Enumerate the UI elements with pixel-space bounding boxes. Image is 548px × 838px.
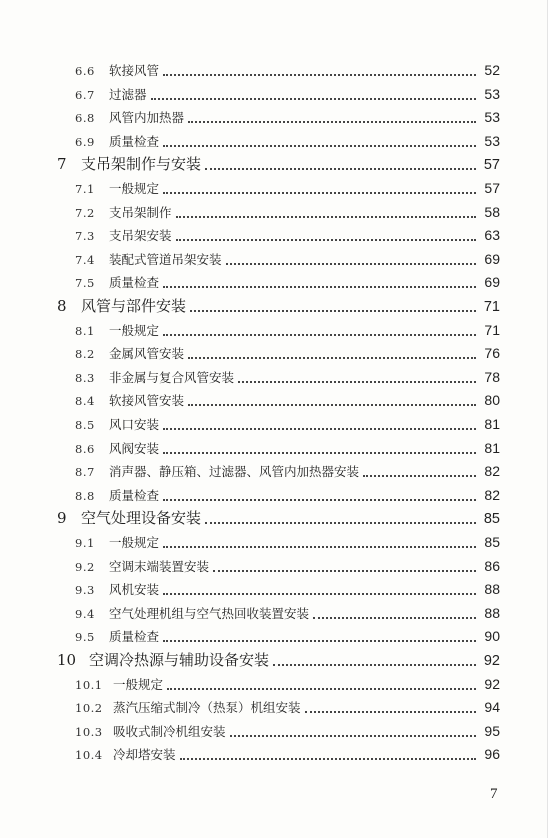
- toc-entry-title: 空调冷热源与辅助设备安装: [89, 651, 270, 669]
- toc-dot-leader: [176, 216, 476, 218]
- toc-entry-number: 9.3: [75, 583, 95, 598]
- toc-entry-page: 86: [484, 557, 500, 574]
- toc-entry-page: 53: [484, 85, 500, 102]
- toc-entry-title: 金属风管安装: [109, 346, 185, 362]
- toc-entry-number: 9.2: [75, 559, 95, 574]
- toc-entry-number: 8.6: [75, 441, 95, 456]
- toc-entry-number: 8.3: [75, 370, 95, 385]
- toc-entry-number: 10.1: [75, 677, 103, 692]
- toc-entry-number: 8.5: [75, 418, 95, 432]
- toc-section-entry[interactable]: [75, 105, 500, 129]
- toc-entry-number: 6.6: [75, 64, 95, 78]
- toc-entry-page: 78: [484, 368, 500, 385]
- toc-dot-leader: [163, 145, 476, 147]
- toc-entry-page: 81: [484, 439, 500, 456]
- toc-entry-number: 6.7: [75, 87, 95, 102]
- toc-section-entry[interactable]: [75, 270, 500, 294]
- toc-entry-number: 8.2: [75, 347, 95, 362]
- toc-entry-number: 9.1: [75, 536, 95, 550]
- toc-section-entry[interactable]: [75, 58, 500, 82]
- toc-entry-number: 9.4: [75, 606, 95, 621]
- toc-dot-leader: [163, 428, 476, 430]
- toc-dot-leader: [188, 404, 476, 406]
- toc-entry-number: 8.8: [75, 488, 95, 503]
- toc-section-entry[interactable]: [75, 223, 500, 247]
- toc-entry-page: 85: [483, 511, 500, 528]
- toc-dot-leader: [230, 735, 476, 737]
- toc-dot-leader: [176, 239, 476, 241]
- toc-dot-leader: [363, 475, 476, 477]
- toc-entry-number: 7.1: [75, 182, 95, 196]
- toc-chapter-entry[interactable]: [57, 294, 500, 318]
- toc-entry-number: 8.1: [75, 323, 95, 338]
- toc-entry-page: 88: [484, 581, 500, 598]
- toc-dot-leader: [273, 664, 476, 666]
- toc-entry-title: 一般规定: [109, 535, 160, 550]
- toc-dot-leader: [226, 263, 476, 265]
- toc-dot-leader: [180, 758, 476, 760]
- page-number: 7: [490, 786, 498, 802]
- toc-entry-title: 一般规定: [109, 181, 160, 196]
- toc-entry-page: 53: [484, 109, 500, 126]
- toc-entry-title: 质量检查: [109, 133, 160, 149]
- toc-entry-title: 空调末端装置安装: [109, 558, 210, 574]
- toc-entry-title: 质量检查: [109, 275, 160, 291]
- toc-dot-leader: [213, 570, 476, 572]
- toc-section-entry[interactable]: [75, 530, 500, 554]
- toc-entry-number: 10.4: [75, 748, 103, 763]
- toc-dot-leader: [151, 98, 476, 100]
- toc-entry-number: 9.5: [75, 630, 95, 645]
- toc-entry-title: 风管与部件安装: [81, 297, 187, 315]
- toc-entry-page: 82: [484, 463, 500, 480]
- toc-section-entry[interactable]: [75, 601, 500, 625]
- toc-entry-number: 8.4: [75, 394, 95, 409]
- toc-entry-title: 冷却塔安装: [113, 747, 176, 763]
- toc-entry-number: 7.3: [75, 229, 95, 244]
- toc-dot-leader: [238, 381, 476, 383]
- toc-entry-page: 58: [484, 203, 500, 220]
- toc-entry-number: 7.4: [75, 252, 95, 267]
- toc-dot-leader: [163, 334, 476, 336]
- toc-entry-title: 软接风管: [109, 63, 160, 78]
- toc-entry-title: 支吊架制作: [109, 204, 172, 220]
- toc-entry-page: 76: [484, 345, 500, 362]
- toc-entry-title: 过滤器: [109, 86, 147, 102]
- toc-entry-page: 63: [484, 227, 500, 244]
- toc-section-entry[interactable]: [75, 341, 500, 365]
- toc-entry-page: 57: [483, 157, 500, 174]
- toc-dot-leader: [205, 168, 476, 170]
- toc-entry-number: 6.9: [75, 134, 95, 149]
- toc-dot-leader: [163, 546, 476, 548]
- toc-entry-title: 支吊架制作与安装: [81, 155, 202, 174]
- toc-dot-leader: [313, 617, 476, 619]
- toc-dot-leader: [163, 74, 476, 76]
- toc-section-entry[interactable]: [75, 200, 500, 224]
- toc-section-entry[interactable]: [75, 554, 500, 578]
- toc-dot-leader: [190, 310, 476, 312]
- toc-entry-number: 7.5: [75, 276, 95, 291]
- toc-entry-page: 71: [483, 299, 500, 315]
- toc-section-entry[interactable]: [75, 247, 500, 271]
- toc-chapter-entry[interactable]: [57, 506, 500, 530]
- toc-section-entry[interactable]: [75, 695, 500, 719]
- toc-entry-number: 7.2: [75, 205, 95, 220]
- toc-entry-title: 蒸汽压缩式制冷（热泵）机组安装: [113, 700, 301, 716]
- toc-section-entry[interactable]: [75, 129, 500, 153]
- toc-dot-leader: [163, 640, 476, 642]
- toc-entry-number: 8: [57, 297, 67, 315]
- toc-entry-title: 空气处理机组与空气热回收装置安装: [109, 605, 310, 621]
- toc-entry-title: 风管内加热器: [109, 110, 185, 126]
- toc-section-entry[interactable]: [75, 388, 500, 412]
- toc-section-entry[interactable]: [75, 436, 500, 460]
- toc-entry-title: 质量检查: [109, 629, 160, 645]
- toc-section-entry[interactable]: [75, 365, 500, 389]
- toc-entry-number: 10.3: [75, 724, 103, 739]
- toc-entry-page: 92: [483, 653, 500, 669]
- toc-dot-leader: [188, 357, 476, 359]
- toc-entry-title: 吸收式制冷机组安装: [113, 723, 226, 739]
- toc-dot-leader: [205, 522, 476, 524]
- toc-section-entry[interactable]: [75, 176, 500, 200]
- toc-section-entry[interactable]: [75, 624, 500, 648]
- toc-entry-page: 57: [484, 180, 500, 196]
- toc-section-entry[interactable]: [75, 82, 500, 106]
- toc-entry-title: 一般规定: [109, 322, 160, 338]
- toc-section-entry[interactable]: [75, 412, 500, 436]
- toc-dot-leader: [188, 121, 476, 123]
- toc-section-entry[interactable]: [75, 483, 500, 507]
- toc-entry-number: 9: [57, 509, 67, 528]
- toc-entry-page: 90: [484, 628, 500, 645]
- toc-entry-page: 81: [484, 416, 500, 432]
- toc-section-entry[interactable]: [75, 742, 500, 766]
- toc-entry-page: 96: [484, 746, 500, 763]
- toc-dot-leader: [167, 688, 476, 690]
- toc-dot-leader: [163, 452, 476, 454]
- toc-dot-leader: [305, 711, 476, 713]
- toc-entry-page: 94: [484, 699, 500, 716]
- toc-dot-leader: [163, 286, 476, 288]
- toc-dot-leader: [163, 593, 476, 595]
- toc-entry-title: 风机安装: [109, 582, 160, 598]
- toc-entry-number: 10: [57, 651, 77, 669]
- toc-entry-number: 6.8: [75, 111, 95, 126]
- toc-section-entry[interactable]: [75, 577, 500, 601]
- toc-entry-page: 69: [484, 274, 500, 291]
- toc-entry-page: 92: [484, 675, 500, 692]
- toc-entry-title: 一般规定: [113, 676, 164, 692]
- toc-entry-number: 8.7: [75, 465, 95, 480]
- toc-section-entry[interactable]: [75, 719, 500, 743]
- toc-entry-page: 95: [484, 722, 500, 739]
- toc-entry-page: 88: [484, 604, 500, 621]
- toc-entry-title: 风口安装: [109, 417, 160, 432]
- toc-chapter-entry[interactable]: [57, 152, 500, 176]
- toc-entry-title: 装配式管道吊架安装: [109, 251, 222, 267]
- toc-entry-title: 质量检查: [109, 487, 160, 503]
- toc-entry-page: 71: [484, 321, 500, 338]
- toc-entry-title: 空气处理设备安装: [81, 509, 202, 528]
- toc-entry-title: 风阀安装: [109, 440, 160, 456]
- toc-entry-number: 7: [57, 155, 67, 174]
- toc-section-entry[interactable]: [75, 318, 500, 342]
- toc-chapter-entry[interactable]: [57, 648, 500, 672]
- toc-entry-page: 82: [484, 486, 500, 503]
- toc-entry-title: 消声器、静压箱、过滤器、风管内加热器安装: [109, 464, 360, 480]
- toc-entry-page: 85: [484, 534, 500, 550]
- toc-entry-page: 80: [484, 392, 500, 409]
- toc-entry-page: 69: [484, 250, 500, 267]
- toc-entry-title: 非金属与复合风管安装: [109, 369, 235, 385]
- toc-entry-page: 52: [484, 62, 500, 78]
- toc-entry-title: 支吊架安装: [109, 228, 172, 244]
- toc-section-entry[interactable]: [75, 459, 500, 483]
- toc-entry-page: 53: [484, 132, 500, 149]
- toc-entry-number: 10.2: [75, 701, 103, 716]
- toc-entry-title: 软接风管安装: [109, 393, 185, 409]
- toc-dot-leader: [163, 192, 476, 194]
- toc-dot-leader: [163, 499, 476, 501]
- toc-section-entry[interactable]: [75, 672, 500, 696]
